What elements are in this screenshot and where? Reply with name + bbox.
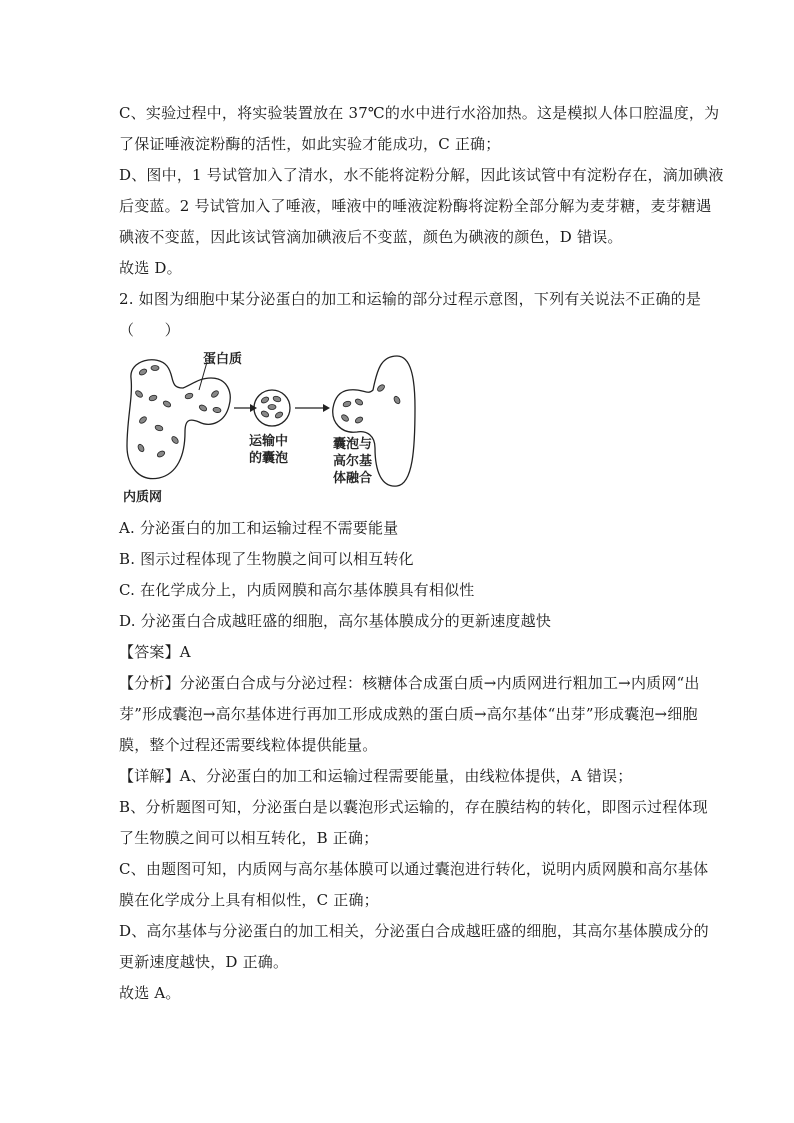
option-c: C. 在化学成分上，内质网膜和高尔基体膜具有相似性 (119, 581, 475, 599)
detail-line: 【详解】A、分泌蛋白的加工和运输过程需要能量，由线粒体提供，A 错误； (119, 767, 633, 785)
option-a: A. 分泌蛋白的加工和运输过程不需要能量 (119, 519, 399, 537)
analysis-line: 芽”形成囊泡→高尔基体进行再加工形成成熟的蛋白质→高尔基体“出芽”形成囊泡→细胞 (119, 705, 698, 723)
label-fusion-2: 高尔基 (333, 454, 373, 469)
analysis-line: 膜，整个过程还需要线粒体提供能量。 (119, 736, 378, 754)
secretion-diagram (119, 348, 419, 508)
option-b: B. 图示过程体现了生物膜之间可以相互转化 (119, 550, 414, 568)
detail-line: 了生物膜之间可以相互转化，B 正确； (119, 829, 379, 847)
text-line: 后变蓝。2 号试管加入了唾液，唾液中的唾液淀粉酶将淀粉全部分解为麦芽糖，麦芽糖遇 (119, 197, 712, 215)
text-line: 碘液不变蓝，因此该试管滴加碘液后不变蓝，颜色为碘液的颜色，D 错误。 (119, 228, 623, 246)
detail-line: C、由题图可知，内质网与高尔基体膜可以通过囊泡进行转化，说明内质网膜和高尔基体 (119, 860, 709, 878)
label-transport-2: 的囊泡 (249, 451, 289, 466)
label-transport-1: 运输中 (249, 434, 289, 449)
detail-line: 膜在化学成分上具有相似性，C 正确； (119, 891, 379, 909)
detail-line: 更新速度越快，D 正确。 (119, 953, 289, 971)
text-line: 了保证唾液淀粉酶的活性，如此实验才能成功，C 正确； (119, 135, 501, 153)
text-line: D、图中，1 号试管加入了清水，水不能将淀粉分解，因此该试管中有淀粉存在，滴加碘液 (119, 166, 724, 184)
answer: 【答案】A (119, 643, 191, 661)
label-fusion-1: 囊泡与 (333, 437, 373, 452)
analysis-line: 【分析】分泌蛋白合成与分泌过程：核糖体合成蛋白质→内质网进行粗加工→内质网“出 (119, 674, 700, 692)
text-line: C、实验过程中，将实验装置放在 37℃的水中进行水浴加热。这是模拟人体口腔温度，为 (119, 104, 720, 122)
question-bracket: （ ） (119, 321, 180, 339)
conclusion: 故选 A。 (119, 984, 181, 1002)
detail-line: B、分析题图可知，分泌蛋白是以囊泡形式运输的，存在膜结构的转化，即图示过程体现 (119, 798, 708, 816)
option-d: D. 分泌蛋白合成越旺盛的细胞，高尔基体膜成分的更新速度越快 (119, 612, 552, 630)
text-line: 故选 D。 (119, 259, 182, 277)
question-stem: 2. 如图为细胞中某分泌蛋白的加工和运输的部分过程示意图，下列有关说法不正确的是 (119, 290, 702, 308)
label-er: 内质网 (123, 490, 163, 505)
label-fusion-3: 体融合 (333, 471, 373, 486)
label-protein: 蛋白质 (203, 352, 243, 367)
detail-line: D、高尔基体与分泌蛋白的加工相关，分泌蛋白合成越旺盛的细胞，其高尔基体膜成分的 (119, 922, 709, 940)
